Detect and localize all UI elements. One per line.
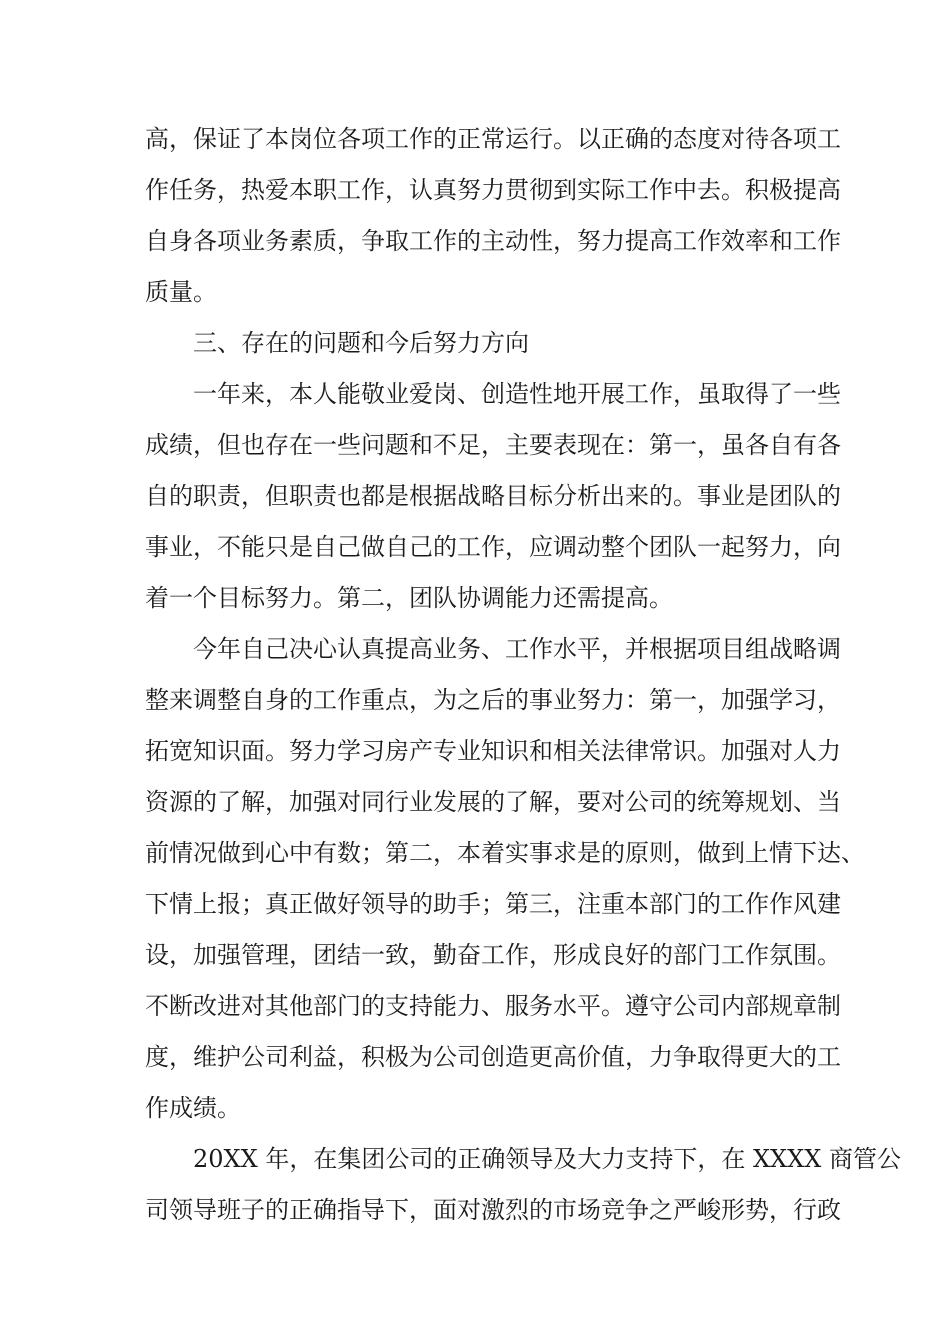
text-line: 度，维护公司利益，积极为公司创造更高价值，力争取得更大的工 [145, 1043, 841, 1071]
text-line: 司领导班子的正确指导下，面对激烈的市场竞争之严峻形势，行政 [145, 1196, 841, 1224]
text-line: 自身各项业务素质，争取工作的主动性，努力提高工作效率和工作 [145, 227, 841, 255]
text-line: 拓宽知识面。努力学习房产专业知识和相关法律常识。加强对人力 [145, 737, 841, 765]
text-line: 下情上报；真正做好领导的助手；第三，注重本部门的工作作风建 [145, 890, 841, 918]
text-line: 整来调整自身的工作重点，为之后的事业努力：第一，加强学习， [145, 686, 841, 714]
text-line: 着一个目标努力。第二，团队协调能力还需提高。 [145, 584, 673, 612]
text-line: 资源的了解，加强对同行业发展的了解，要对公司的统筹规划、当 [145, 788, 841, 816]
text-line: 作成绩。 [145, 1094, 241, 1122]
text-line: 20XX 年，在集团公司的正确领导及大力支持下，在 XXXX 商管公 [193, 1145, 901, 1173]
text-line: 作任务，热爱本职工作，认真努力贯彻到实际工作中去。积极提高 [145, 176, 841, 204]
text-line: 一年来，本人能敬业爱岗、创造性地开展工作，虽取得了一些 [193, 380, 841, 408]
text-line: 自的职责，但职责也都是根据战略目标分析出来的。事业是团队的 [145, 482, 841, 510]
section-heading: 三、存在的问题和今后努力方向 [193, 329, 529, 357]
text-line: 质量。 [145, 278, 217, 306]
document-body [145, 114, 901, 1236]
text-line: 高，保证了本岗位各项工作的正常运行。以正确的态度对待各项工 [145, 125, 841, 153]
text-line: 设，加强管理，团结一致，勤奋工作，形成良好的部门工作氛围。 [145, 941, 841, 969]
text-line: 成绩，但也存在一些问题和不足，主要表现在：第一，虽各自有各 [145, 431, 841, 459]
text-line: 今年自己决心认真提高业务、工作水平，并根据项目组战略调 [193, 635, 841, 663]
text-line: 事业，不能只是自己做自己的工作，应调动整个团队一起努力，向 [145, 533, 841, 561]
text-line: 不断改进对其他部门的支持能力、服务水平。遵守公司内部规章制 [145, 992, 841, 1020]
text-line: 前情况做到心中有数；第二，本着实事求是的原则，做到上情下达、 [145, 839, 865, 867]
